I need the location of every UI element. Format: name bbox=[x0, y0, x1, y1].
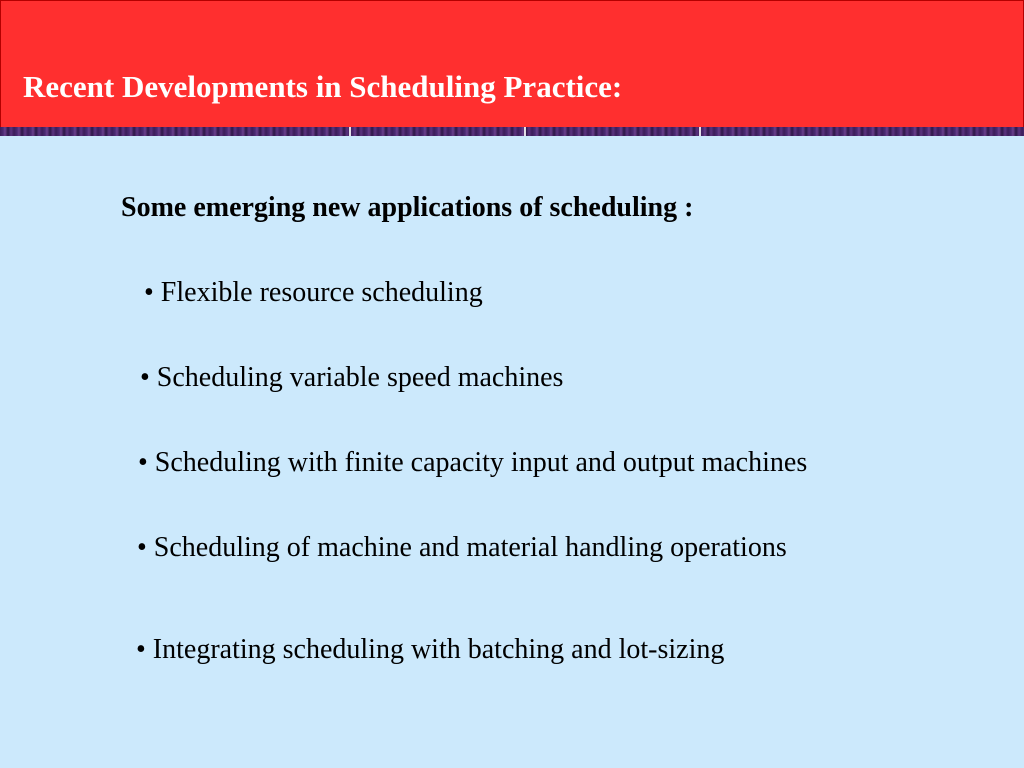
slide-subtitle: Some emerging new applications of scheduling : bbox=[121, 192, 694, 223]
stripe-tick bbox=[524, 127, 526, 136]
stripe-tick bbox=[349, 127, 351, 136]
title-bar bbox=[0, 0, 1024, 128]
bullet-item: • Scheduling with finite capacity input and output machines bbox=[138, 447, 808, 478]
stripe-tick bbox=[699, 127, 701, 136]
bullet-item: • Scheduling variable speed machines bbox=[140, 362, 564, 393]
bullet-item: • Integrating scheduling with batching and lot-sizing bbox=[136, 634, 725, 665]
bullet-item: • Flexible resource scheduling bbox=[144, 277, 483, 308]
bullet-item: • Scheduling of machine and material handling operations bbox=[137, 532, 787, 563]
slide-title: Recent Developments in Scheduling Practice: bbox=[23, 69, 623, 104]
decorative-stripe bbox=[0, 127, 1024, 136]
